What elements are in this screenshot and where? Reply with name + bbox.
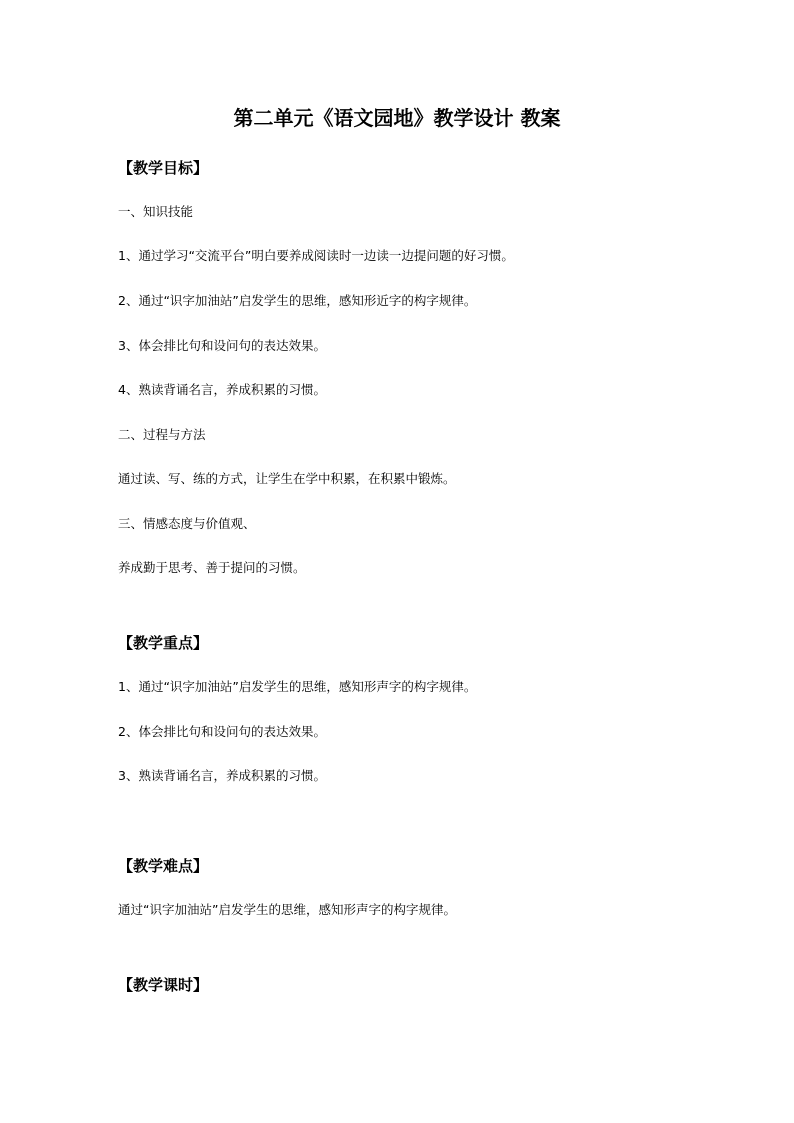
section-heading-key-points: 【教学重点】 [118, 634, 209, 652]
paragraph-line: 一、知识技能 [118, 204, 194, 219]
document-title: 第二单元《语文园地》教学设计 教案 [233, 106, 561, 130]
paragraph-line: 二、过程与方法 [118, 427, 206, 442]
paragraph-line: 通过读、写、练的方式，让学生在学中积累，在积累中锻炼。 [118, 471, 456, 486]
paragraph-line: 三、情感态度与价值观、 [118, 516, 256, 531]
paragraph-line: 3、熟读背诵名言，养成积累的习惯。 [118, 768, 326, 783]
paragraph-line: 2、通过“识字加油站”启发学生的思维，感知形近字的构字规律。 [118, 293, 477, 308]
paragraph-line: 1、通过“识字加油站”启发学生的思维，感知形声字的构字规律。 [118, 679, 477, 694]
section-heading-class-hours: 【教学课时】 [118, 976, 209, 994]
paragraph-line: 4、熟读背诵名言，养成积累的习惯。 [118, 382, 326, 397]
section-heading-objectives: 【教学目标】 [118, 159, 209, 177]
section-heading-difficulties: 【教学难点】 [118, 857, 209, 875]
paragraph-line: 养成勤于思考、善于提问的习惯。 [118, 560, 306, 575]
paragraph-line: 1、通过学习“交流平台”明白要养成阅读时一边读一边提问题的好习惯。 [118, 248, 514, 263]
paragraph-line: 2、体会排比句和设问句的表达效果。 [118, 724, 326, 739]
paragraph-line: 3、体会排比句和设问句的表达效果。 [118, 338, 326, 353]
paragraph-line: 通过“识字加油站”启发学生的思维，感知形声字的构字规律。 [118, 902, 456, 917]
